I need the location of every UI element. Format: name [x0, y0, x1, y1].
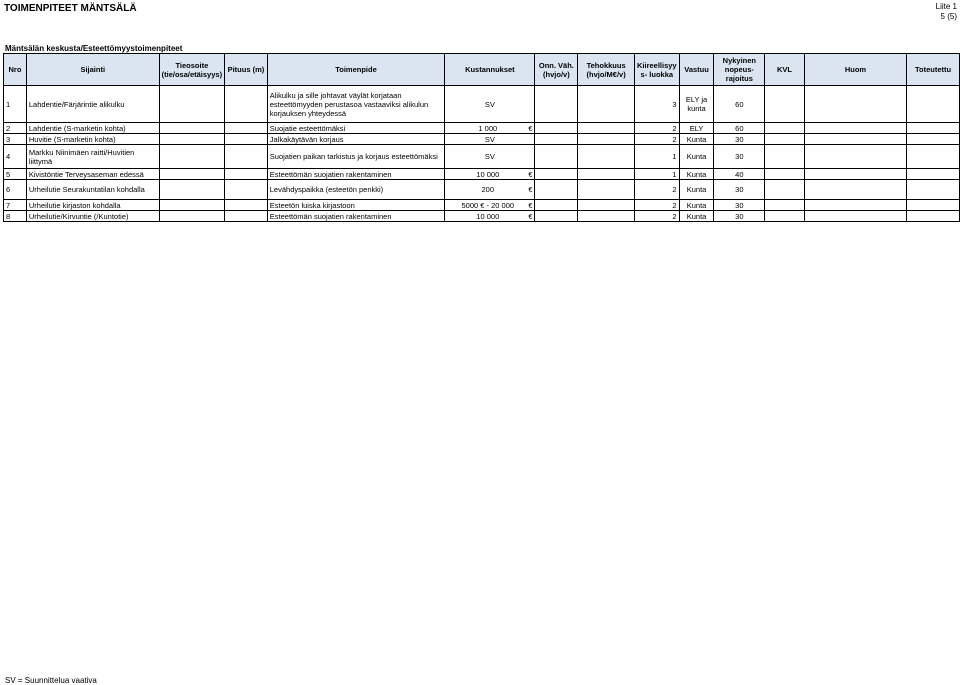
empty-cell — [578, 200, 635, 211]
empty-cell — [535, 145, 578, 169]
cell-nro: 1 — [4, 86, 27, 123]
empty-cell — [907, 86, 960, 123]
cell-nro: 4 — [4, 145, 27, 169]
empty-cell — [535, 180, 578, 200]
empty-cell — [907, 123, 960, 134]
cell-nopeus: 30 — [714, 200, 765, 211]
cell-nopeus: 30 — [714, 180, 765, 200]
cell-vastuu: ELY ja kunta — [679, 86, 714, 123]
empty-cell — [159, 86, 224, 123]
cell-toimenpide: Esteetön luiska kirjastoon — [267, 200, 444, 211]
table-row — [4, 134, 960, 145]
col-header-vastuu: Vastuu — [679, 54, 714, 86]
cell-nopeus: 60 — [714, 123, 765, 134]
cell-nopeus: 30 — [714, 134, 765, 145]
cost-value: 10 000 — [476, 211, 500, 221]
empty-cell — [159, 134, 224, 145]
empty-cell — [907, 145, 960, 169]
col-header-nro: Nro — [4, 54, 27, 86]
empty-cell — [907, 180, 960, 200]
cell-kiireellisyys: 3 — [634, 86, 679, 123]
empty-cell — [765, 200, 805, 211]
euro-sign: € — [528, 200, 533, 210]
cell-vastuu: Kunta — [679, 211, 714, 222]
cell-kiireellisyys: 2 — [634, 200, 679, 211]
section-title: Mäntsälän keskusta/Esteettömyystoimenpiteet — [5, 44, 183, 53]
cell-toimenpide: Esteettömän suojatien rakentaminen — [267, 169, 444, 180]
empty-cell — [804, 180, 906, 200]
empty-cell — [535, 200, 578, 211]
table-body — [4, 86, 960, 222]
cost-value: SV — [484, 152, 495, 161]
euro-sign: € — [528, 185, 533, 194]
cell-kustannukset — [445, 86, 535, 123]
empty-cell — [578, 169, 635, 180]
empty-cell — [578, 145, 635, 169]
empty-cell — [765, 134, 805, 145]
cell-kiireellisyys: 2 — [634, 123, 679, 134]
empty-cell — [804, 145, 906, 169]
empty-cell — [765, 180, 805, 200]
table-row — [4, 200, 960, 211]
empty-cell — [907, 134, 960, 145]
empty-cell — [804, 86, 906, 123]
empty-cell — [225, 211, 268, 222]
cell-nopeus: 30 — [714, 211, 765, 222]
col-header-nopeusrajoitus: Nykyinen nopeus- rajoitus — [714, 54, 765, 86]
empty-cell — [535, 134, 578, 145]
euro-sign: € — [528, 211, 533, 221]
empty-cell — [804, 123, 906, 134]
cell-sijainti: Urheilutie kirjaston kohdalla — [26, 200, 159, 211]
cell-sijainti: Huvitie (S-marketin kohta) — [26, 134, 159, 145]
empty-cell — [578, 134, 635, 145]
empty-cell — [535, 86, 578, 123]
empty-cell — [159, 200, 224, 211]
col-header-pituus: Pituus (m) — [225, 54, 268, 86]
cell-nro: 6 — [4, 180, 27, 200]
cell-kiireellisyys: 2 — [634, 211, 679, 222]
empty-cell — [535, 211, 578, 222]
col-header-kvl: KVL — [765, 54, 805, 86]
empty-cell — [225, 169, 268, 180]
empty-cell — [159, 123, 224, 134]
empty-cell — [578, 86, 635, 123]
table-header-row — [4, 54, 960, 86]
table-row — [4, 145, 960, 169]
empty-cell — [907, 169, 960, 180]
empty-cell — [804, 134, 906, 145]
empty-cell — [159, 145, 224, 169]
empty-cell — [225, 145, 268, 169]
empty-cell — [804, 169, 906, 180]
empty-cell — [159, 169, 224, 180]
empty-cell — [225, 86, 268, 123]
empty-cell — [907, 200, 960, 211]
cell-vastuu: Kunta — [679, 180, 714, 200]
cost-value: SV — [484, 134, 495, 144]
cell-sijainti: Kivistöntie Terveysaseman edessä — [26, 169, 159, 180]
cell-kustannukset — [445, 145, 535, 169]
empty-cell — [765, 145, 805, 169]
cell-kiireellisyys: 1 — [634, 145, 679, 169]
table-row — [4, 211, 960, 222]
empty-cell — [225, 123, 268, 134]
cell-nro: 3 — [4, 134, 27, 145]
cell-kustannukset — [445, 211, 535, 222]
col-header-toimenpide: Toimenpide — [267, 54, 444, 86]
empty-cell — [578, 180, 635, 200]
page-header — [0, 0, 960, 22]
empty-cell — [907, 211, 960, 222]
empty-cell — [535, 169, 578, 180]
col-header-toteutettu: Toteutettu — [907, 54, 960, 86]
table-row — [4, 123, 960, 134]
empty-cell — [159, 211, 224, 222]
cost-value: SV — [484, 99, 495, 109]
cell-nro: 5 — [4, 169, 27, 180]
measures-table — [3, 53, 960, 222]
empty-cell — [804, 211, 906, 222]
empty-cell — [535, 123, 578, 134]
col-header-sijainti: Sijainti — [26, 54, 159, 86]
page-number: 5 (5) — [940, 12, 957, 21]
empty-cell — [578, 211, 635, 222]
col-header-tehokkuus: Tehokkuus (hvjo/M€/v) — [578, 54, 635, 86]
cell-kustannukset — [445, 123, 535, 134]
cell-nro: 8 — [4, 211, 27, 222]
cell-nro: 2 — [4, 123, 27, 134]
cell-nopeus: 40 — [714, 169, 765, 180]
cell-vastuu: Kunta — [679, 169, 714, 180]
empty-cell — [578, 123, 635, 134]
empty-cell — [765, 86, 805, 123]
empty-cell — [804, 200, 906, 211]
euro-sign: € — [528, 169, 533, 179]
col-header-huom: Huom — [804, 54, 906, 86]
cell-vastuu: ELY — [679, 123, 714, 134]
footnote: SV = Suunnittelua vaativa — [5, 676, 97, 685]
col-header-onn-vah: Onn. Väh. (hvjo/v) — [535, 54, 578, 86]
empty-cell — [159, 180, 224, 200]
cell-toimenpide: Alikulku ja sille johtavat väylät korjataan esteettömyyden perustasoa vastaaviksi alikulun korjauksen yhteydessä — [267, 86, 444, 123]
cell-nopeus: 60 — [714, 86, 765, 123]
cell-vastuu: Kunta — [679, 145, 714, 169]
cell-sijainti: Urheilutie/Kirvuntie (/Kuntotie) — [26, 211, 159, 222]
cell-sijainti: Urheilutie Seurakuntatilan kohdalla — [26, 180, 159, 200]
cell-toimenpide: Esteettömän suojatien rakentaminen — [267, 211, 444, 222]
empty-cell — [225, 180, 268, 200]
cell-toimenpide: Levähdyspaikka (esteetön penkki) — [267, 180, 444, 200]
cell-kustannukset — [445, 134, 535, 145]
cost-value: 200 — [481, 185, 495, 194]
cell-kiireellisyys: 2 — [634, 180, 679, 200]
cost-value: 5000 € - 20 000 — [461, 200, 515, 210]
appendix-label — [936, 2, 957, 22]
cost-value: 1 000 — [478, 123, 498, 133]
cell-sijainti: Markku Niinimäen raitti/Huvitien liittymä — [26, 145, 159, 169]
cell-kiireellisyys: 2 — [634, 134, 679, 145]
cell-sijainti: Lahdentie/Färjärintie alikulku — [26, 86, 159, 123]
cell-kustannukset — [445, 169, 535, 180]
cell-kustannukset — [445, 180, 535, 200]
euro-sign: € — [528, 123, 533, 133]
cell-nro: 7 — [4, 200, 27, 211]
appendix-name: Liite 1 — [935, 2, 957, 11]
cell-kiireellisyys: 1 — [634, 169, 679, 180]
cell-nopeus: 30 — [714, 145, 765, 169]
table-row — [4, 169, 960, 180]
table-row — [4, 180, 960, 200]
cell-toimenpide: Jalkakäytävän korjaus — [267, 134, 444, 145]
cell-vastuu: Kunta — [679, 134, 714, 145]
empty-cell — [765, 123, 805, 134]
cell-vastuu: Kunta — [679, 200, 714, 211]
document-title: TOIMENPITEET MÄNTSÄLÄ — [4, 3, 137, 14]
empty-cell — [225, 134, 268, 145]
empty-cell — [765, 211, 805, 222]
cell-sijainti: Lahdentie (S-marketin kohta) — [26, 123, 159, 134]
cell-toimenpide: Suojatie esteettömäksi — [267, 123, 444, 134]
col-header-kustannukset: Kustannukset — [445, 54, 535, 86]
empty-cell — [765, 169, 805, 180]
empty-cell — [225, 200, 268, 211]
cell-kustannukset — [445, 200, 535, 211]
col-header-kiireellisyys: Kiireellisyy s- luokka — [634, 54, 679, 86]
cost-value: 10 000 — [476, 169, 500, 179]
table-row — [4, 86, 960, 123]
col-header-tieosoite: Tieosoite (tie/osa/etäisyys) — [159, 54, 224, 86]
cell-toimenpide: Suojatien paikan tarkistus ja korjaus esteettömäksi — [267, 145, 444, 169]
